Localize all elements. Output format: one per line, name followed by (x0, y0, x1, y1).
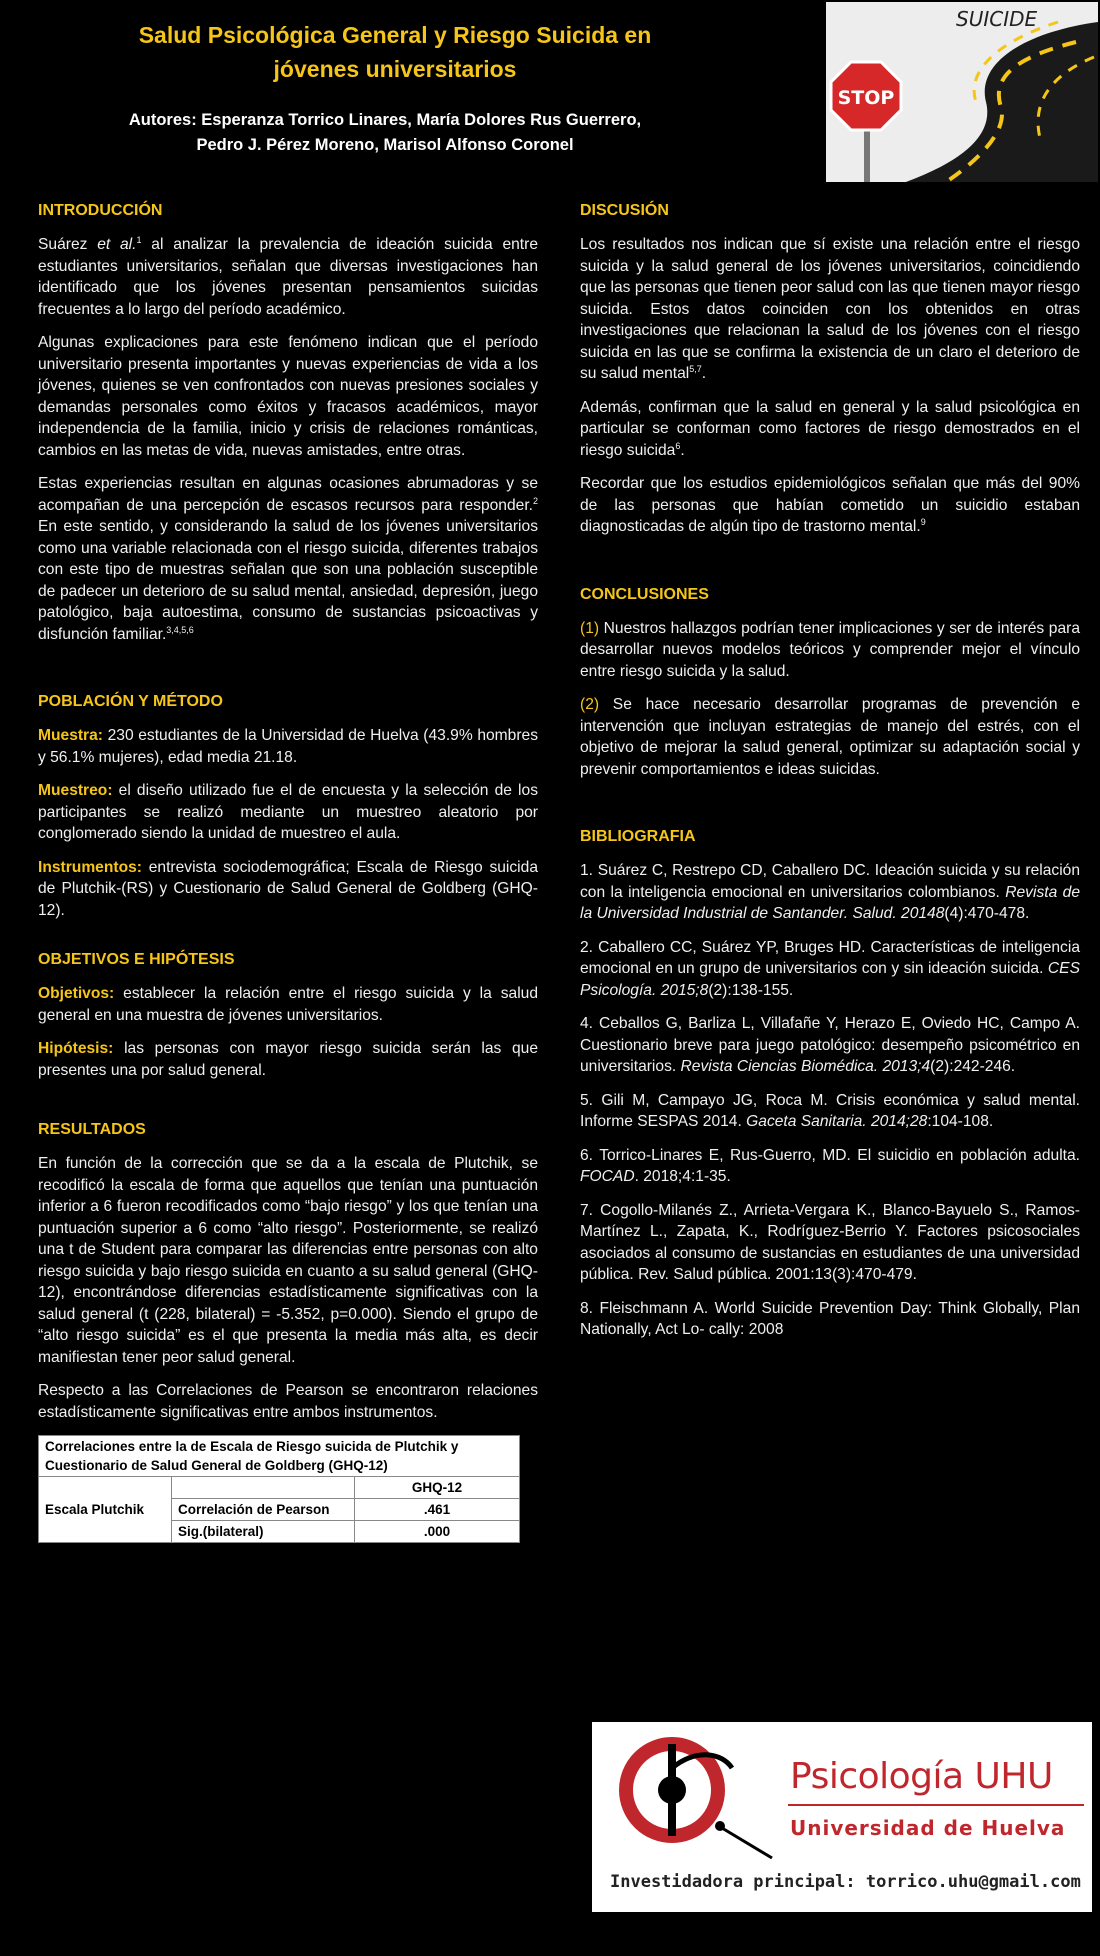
authors-line-2: Pedro J. Pérez Moreno, Marisol Alfonso Coronel (196, 136, 574, 154)
intro-paragraph-3: Estas experiencias resultan en algunas ocasiones abrumadoras y se acompañan de una percepción de escasos recursos para responder.$^2$ En este sentido, y considerando la salud de los jóvenes universitarios como una variable relacionada con el riesgo suicida, diferentes trabajos con este tipo de muestras señalan que son una población susceptible de padecer un deterioro de su salud mental, ansiedad, depresión, juego patológico, baja autoestima, consumo de sustancias psicoactivas y disfunción familiar.$^{3,4,5,6}$ (38, 475, 538, 643)
authors-line-1: Autores: Esperanza Torrico Linares, María Dolores Rus Guerrero, (128, 111, 642, 129)
stop-sign-text: STOP (837, 87, 895, 109)
hypothesis-text: Hipótesis: las personas con mayor riesgo suicida serán las que presentes una por salud general. (38, 1040, 538, 1079)
discussion-section (580, 200, 1080, 538)
table-value-pearson: .461 (355, 1499, 520, 1521)
conclusion-1: (1) Nuestros hallazgos podrían tener implicaciones y ser de interés para desarrollar nuevos modelos teóricos y comprender mejor el vínculo entre riesgo suicida y la salud. (580, 619, 1080, 680)
reference-4: 5. Gili M, Campayo JG, Roca M. Crisis económica y salud mental. Informe SESPAS 2014. Gaceta Sanitaria. 2014;28:104-108. (580, 1091, 1080, 1130)
objectives-heading: OBJETIVOS E HIPÓTESIS (38, 951, 235, 968)
discussion-paragraph-2: Además, confirman que la salud en general y la salud psicológica en particular se conforman como factores de riesgo demostrados en el riesgo suicida$^6$. (580, 398, 1080, 459)
results-heading: RESULTADOS (38, 1121, 146, 1138)
logo-university: Universidad de Huelva (790, 1816, 1066, 1840)
reference-1: 1. Suárez C, Restrepo CD, Caballero DC. Ideación suicida y su relación con la inteligencia emocional en universitarios colombianos. Revista de la Universidad Industrial de Santander. Salud. 20148(4):470-478. (580, 862, 1080, 922)
table-row-label: Escala Plutchik (39, 1477, 172, 1543)
psicologia-logo-icon (602, 1728, 782, 1868)
method-instruments: Instrumentos: entrevista sociodemográfica; Escala de Riesgo suicida de Plutchik-(RS) y Cuestionario de Salud General de Goldberg (GHQ-12). (38, 858, 538, 919)
reference-3: 4. Ceballos G, Barliza L, Villafañe Y, Herazo E, Oviedo HC, Campo A. Cuestionario breve para juego patológico: desempeño psicométrico en universitarios. Revista Ciencias Biomédica. 2013;4(2):242-246. (580, 1015, 1080, 1075)
authors (60, 108, 710, 158)
hero-image (826, 2, 1098, 182)
discussion-paragraph-1: Los resultados nos indican que sí existe una relación entre el riesgo suicida y la salud general de los jóvenes universitarios, coincidiendo que las personas que tienen peor salud con las que tienen mayor riesgo suicida. Estos datos coinciden con los obtenidos en otras investigaciones que relacionan la salud de los jóvenes con el riesgo suicida en las que se confirma la existencia de un claro el deterioro de su salud mental$^{5,7}$. (580, 236, 1080, 382)
discussion-heading: DISCUSIÓN (580, 202, 669, 219)
poster-title: Salud Psicológica General y Riesgo Suicida en jóvenes universitarios (138, 22, 652, 82)
conclusion-2: (2) Se hace necesario desarrollar programas de prevención e intervención que incluyan estrategias de manejo del estrés, con el objetivo de mejorar la salud general, optimizar su adaptación social y prevenir comportamientos e ideas suicidas. (580, 696, 1080, 778)
right-column (580, 200, 1080, 1353)
contact-email[interactable]: Investidadora principal: torrico.uhu@gmail.com (610, 1872, 1081, 1892)
intro-section (38, 200, 538, 645)
table-stat-sig: Sig.(bilateral) (172, 1521, 355, 1543)
method-sampling: Muestreo: el diseño utilizado fue el de encuesta y la selección de los participantes se realizó mediante un muestreo aleatorio por conglomerado siendo la unidad de muestreo el aula. (38, 782, 538, 842)
logo-name: Psicología UHU (790, 1756, 1053, 1797)
objectives-text: Objetivos: establecer la relación entre el riesgo suicida y la salud general en una muestra de jóvenes universitarios. (38, 985, 538, 1024)
method-sample: Muestra: 230 estudiantes de la Universidad de Huelva (43.9% hombres y 56.1% mujeres), edad media 21.18. (38, 727, 538, 766)
left-column (38, 200, 538, 1543)
table-value-sig: .000 (355, 1521, 520, 1543)
method-section (38, 691, 538, 921)
results-paragraph-2: Respecto a las Correlaciones de Pearson se encontraron relaciones estadísticamente significativas entre ambos instrumentos. (38, 1382, 538, 1421)
reference-5: 6. Torrico-Linares E, Rus-Guerro, MD. El suicidio en población adulta. FOCAD. 2018;4:1-35. (580, 1146, 1080, 1185)
reference-7: 8. Fleischmann A. World Suicide Prevention Day: Think Globally, Plan Nationally, Act Lo- cally: 2008 (580, 1299, 1080, 1338)
objectives-section (38, 949, 538, 1081)
reference-2: 2. Caballero CC, Suárez YP, Bruges HD. Características de inteligencia emocional en un grupo de universitarios con y sin ideación suicida. CES Psicología. 2015;8(2):138-155. (580, 938, 1080, 999)
correlation-table (38, 1435, 520, 1543)
intro-heading: INTRODUCCIÓN (38, 202, 163, 219)
bibliography-section (580, 826, 1080, 1341)
road-sign-text: SUICIDE (956, 7, 1038, 31)
conclusions-section (580, 584, 1080, 781)
method-heading: POBLACIÓN Y MÉTODO (38, 693, 223, 710)
university-logo-panel (592, 1722, 1092, 1912)
reference-6: 7. Cogollo-Milanés Z., Arrieta-Vergara K., Blanco-Bayuelo S., Ramos-Martínez L., Zapata, K., Rodríguez-Berrio Y. Factores psicosociales asociados al consumo de sustancias en estudiantes de una universidad pública. Rev. Salud pública. 2001:13(3):470-479. (580, 1201, 1080, 1283)
results-paragraph-1: En función de la corrección que se da a la escala de Plutchik, se recodificó la escala de forma que aquellos que tenían una puntuación inferior a 6 fueron recodificados como “bajo riesgo” y los que tenían una puntuación superior a 6 como “alto riesgo”. Posteriormente, se realizó una t de Student para comparar las diferencias entre personas con alto riesgo suicida y bajo riesgo suicida en cuanto a su salud general (GHQ-12), encontrándose diferencias estadísticamente significativas con la salud general (t (228, bilateral) = -5.352, p=0.000). Siendo el grupo de “alto riesgo suicida” es el que presenta la media más alta, es decir manifiestan tener peor salud general. (38, 1155, 538, 1366)
conclusions-heading: CONCLUSIONES (580, 585, 709, 603)
discussion-paragraph-3: Recordar que los estudios epidemiológicos señalan que más del 90% de las personas que habían cometido un suicidio estaban diagnosticadas de algún tipo de trastorno mental.$^9$ (580, 475, 1080, 535)
intro-paragraph-1: Suárez et al.$^1$ al analizar la prevalencia de ideación suicida entre estudiantes universitarios, señalan que diversas investigaciones han identificado que los jóvenes presentan pensamientos suicidas frecuentes a lo largo del período académico. (38, 234, 538, 318)
results-section (38, 1119, 538, 1543)
stop-road-illustration (826, 2, 1098, 182)
bibliography-heading: BIBLIOGRAFIA (580, 828, 696, 845)
table-stat-pearson: Correlación de Pearson (172, 1499, 355, 1521)
intro-paragraph-2: Algunas explicaciones para este fenómeno indican que el período universitario presenta importantes y nuevas experiencias de vida a los jóvenes, quienes se ven confrontados con nuevas presiones sociales y demandas personales como éxitos y fracasos académicos, mayor independencia de la familia, inicio y crisis de relaciones románticas, cambios en las metas de vida, nuevas amistades, entre otras. (38, 334, 538, 459)
table-col-header: GHQ-12 (355, 1477, 520, 1499)
table-caption: Correlaciones entre la de Escala de Riesgo suicida de Plutchik y Cuestionario de Salud General de Goldberg (GHQ-12) (39, 1436, 520, 1477)
